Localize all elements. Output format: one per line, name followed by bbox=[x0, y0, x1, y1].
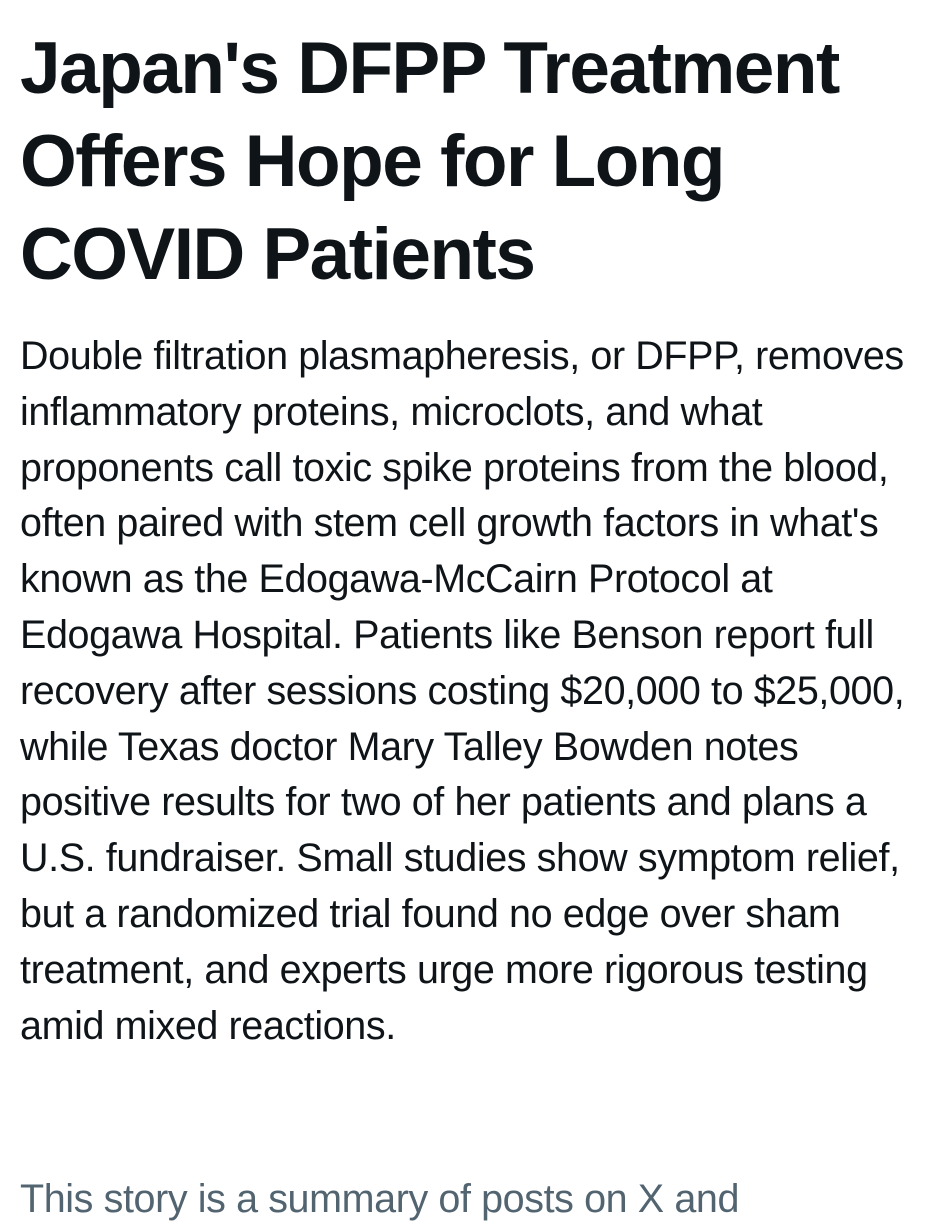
story-card bbox=[20, 0, 920, 1054]
story-title: Japan's DFPP Treatment Offers Hope for Long COVID Patients bbox=[20, 28, 839, 295]
story-summary: Double filtration plasmapheresis, or DFPP, removes inflammatory proteins, microclots, and what proponents call toxic spike proteins from the blood, often paired with stem cell growth factors in what's known as the Edogawa-McCairn Protocol at Edogawa Hospital. Patients like Benson report full recovery after sessions costing $20,000 to $25,000, while Texas doctor Mary Talley Bowden notes positive results for two of her patients and plans a U.S. fundraiser. Small studies show symptom relief, but a randomized trial found no edge over sham treatment, and experts urge more rigorous testing amid mixed reactions. bbox=[20, 334, 905, 1048]
story-footnote: This story is a summary of posts on X and bbox=[20, 1177, 740, 1221]
